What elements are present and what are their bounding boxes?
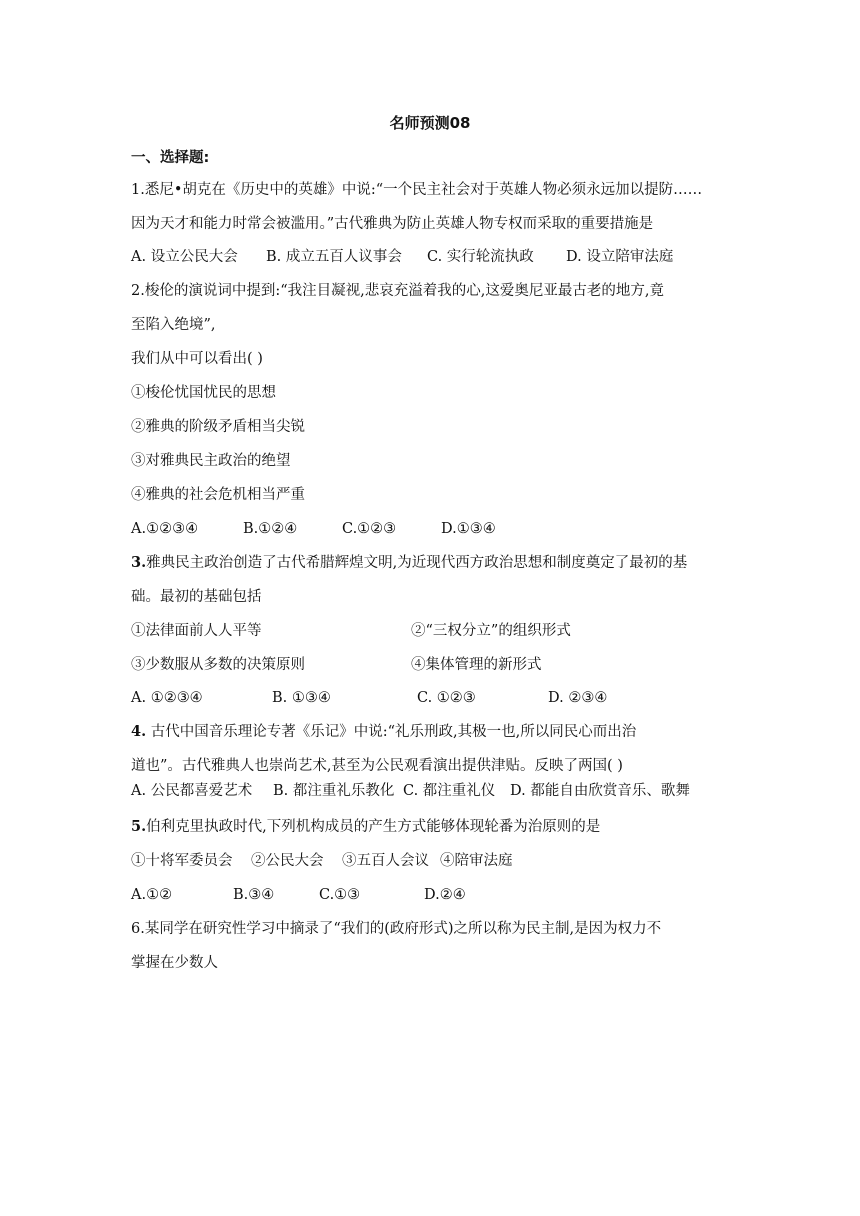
q5-item-2: ②公民大会 — [251, 853, 324, 869]
q1-option-d: D. 设立陪审法庭 — [566, 249, 674, 265]
q1-option-c: C. 实行轮流执政 — [427, 249, 534, 265]
q4-line-1-text: 古代中国音乐理论专著《乐记》中说:“礼乐刑政,其极一也,所以同民心而出治 — [146, 724, 637, 740]
q4-option-b: B. 都注重礼乐教化 — [273, 783, 395, 799]
q5-number: 5. — [131, 818, 147, 835]
q3-option-a: A. ①②③④ — [131, 690, 203, 706]
q2-item-4: ④雅典的社会危机相当严重 — [131, 487, 305, 503]
q2-line-2: 至陷入绝境”, — [131, 317, 216, 333]
q3-item-4: ④集体管理的新形式 — [411, 657, 542, 673]
q3-item-2: ②“三权分立”的组织形式 — [411, 623, 571, 639]
page-title: 名师预测08 — [389, 114, 471, 132]
q5-option-d: D.②④ — [424, 887, 466, 903]
q2-item-2: ②雅典的阶级矛盾相当尖锐 — [131, 419, 305, 435]
q5-option-c: C.①③ — [319, 887, 361, 903]
q3-option-b: B. ①③④ — [272, 690, 331, 706]
q2-item-1: ①梭伦忧国忧民的思想 — [131, 385, 276, 401]
section-heading: 一、选择题: — [131, 150, 210, 166]
q3-option-c: C. ①②③ — [417, 690, 476, 706]
q2-option-a: A.①②③④ — [131, 521, 199, 537]
q4-option-a: A. 公民都喜爱艺术 — [131, 783, 253, 799]
q4-number: 4. — [131, 723, 147, 740]
q4-option-c: C. 都注重礼仪 — [403, 783, 496, 799]
q5-option-a: A.①② — [131, 887, 173, 903]
q5-line-1 — [131, 818, 600, 836]
q3-line-1 — [131, 554, 687, 572]
q5-item-1: ①十将军委员会 — [131, 853, 233, 869]
q1-option-b: B. 成立五百人议事会 — [266, 249, 402, 265]
q3-item-3: ③少数服从多数的决策原则 — [131, 657, 305, 673]
q2-option-b: B.①②④ — [243, 521, 298, 537]
q2-option-c: C.①②③ — [342, 521, 397, 537]
q3-line-2: 础。最初的基础包括 — [131, 589, 262, 605]
q2-option-d: D.①③④ — [441, 521, 496, 537]
q6-line-1: 6.某同学在研究性学习中摘录了“我们的(政府形式)之所以称为民主制,是因为权力不 — [131, 921, 662, 937]
q3-line-1-text: 雅典民主政治创造了古代希腊辉煌文明,为近现代西方政治思想和制度奠定了最初的基 — [146, 555, 688, 571]
q4-option-d: D. 都能自由欣赏音乐、歌舞 — [510, 783, 690, 799]
q1-option-a: A. 设立公民大会 — [131, 249, 238, 265]
q4-line-2: 道也”。古代雅典人也崇尚艺术,甚至为公民观看演出提供津贴。反映了两国( ) — [131, 758, 623, 774]
q4-line-1 — [131, 723, 636, 741]
q3-item-1: ①法律面前人人平等 — [131, 623, 262, 639]
q6-line-2: 掌握在少数人 — [131, 955, 218, 971]
q2-line-1: 2.梭伦的演说词中提到:“我注目凝视,悲哀充溢着我的心,这爱奥尼亚最古老的地方,竟 — [131, 283, 664, 299]
q2-line-3: 我们从中可以看出( ) — [131, 351, 263, 367]
q2-item-3: ③对雅典民主政治的绝望 — [131, 453, 291, 469]
q5-line-1-text: 伯利克里执政时代,下列机构成员的产生方式能够体现轮番为治原则的是 — [146, 819, 601, 835]
q5-option-b: B.③④ — [233, 887, 275, 903]
q3-number: 3. — [131, 554, 147, 571]
q1-line-1: 1.悉尼•胡克在《历史中的英雄》中说:“一个民主社会对于英雄人物必须永远加以提防…… — [131, 182, 703, 198]
q5-item-4: ④陪审法庭 — [440, 853, 513, 869]
q5-item-3: ③五百人会议 — [342, 853, 429, 869]
q3-option-d: D. ②③④ — [548, 690, 608, 706]
q1-line-2: 因为天才和能力时常会被滥用。”古代雅典为防止英雄人物专权而采取的重要措施是 — [131, 216, 654, 232]
